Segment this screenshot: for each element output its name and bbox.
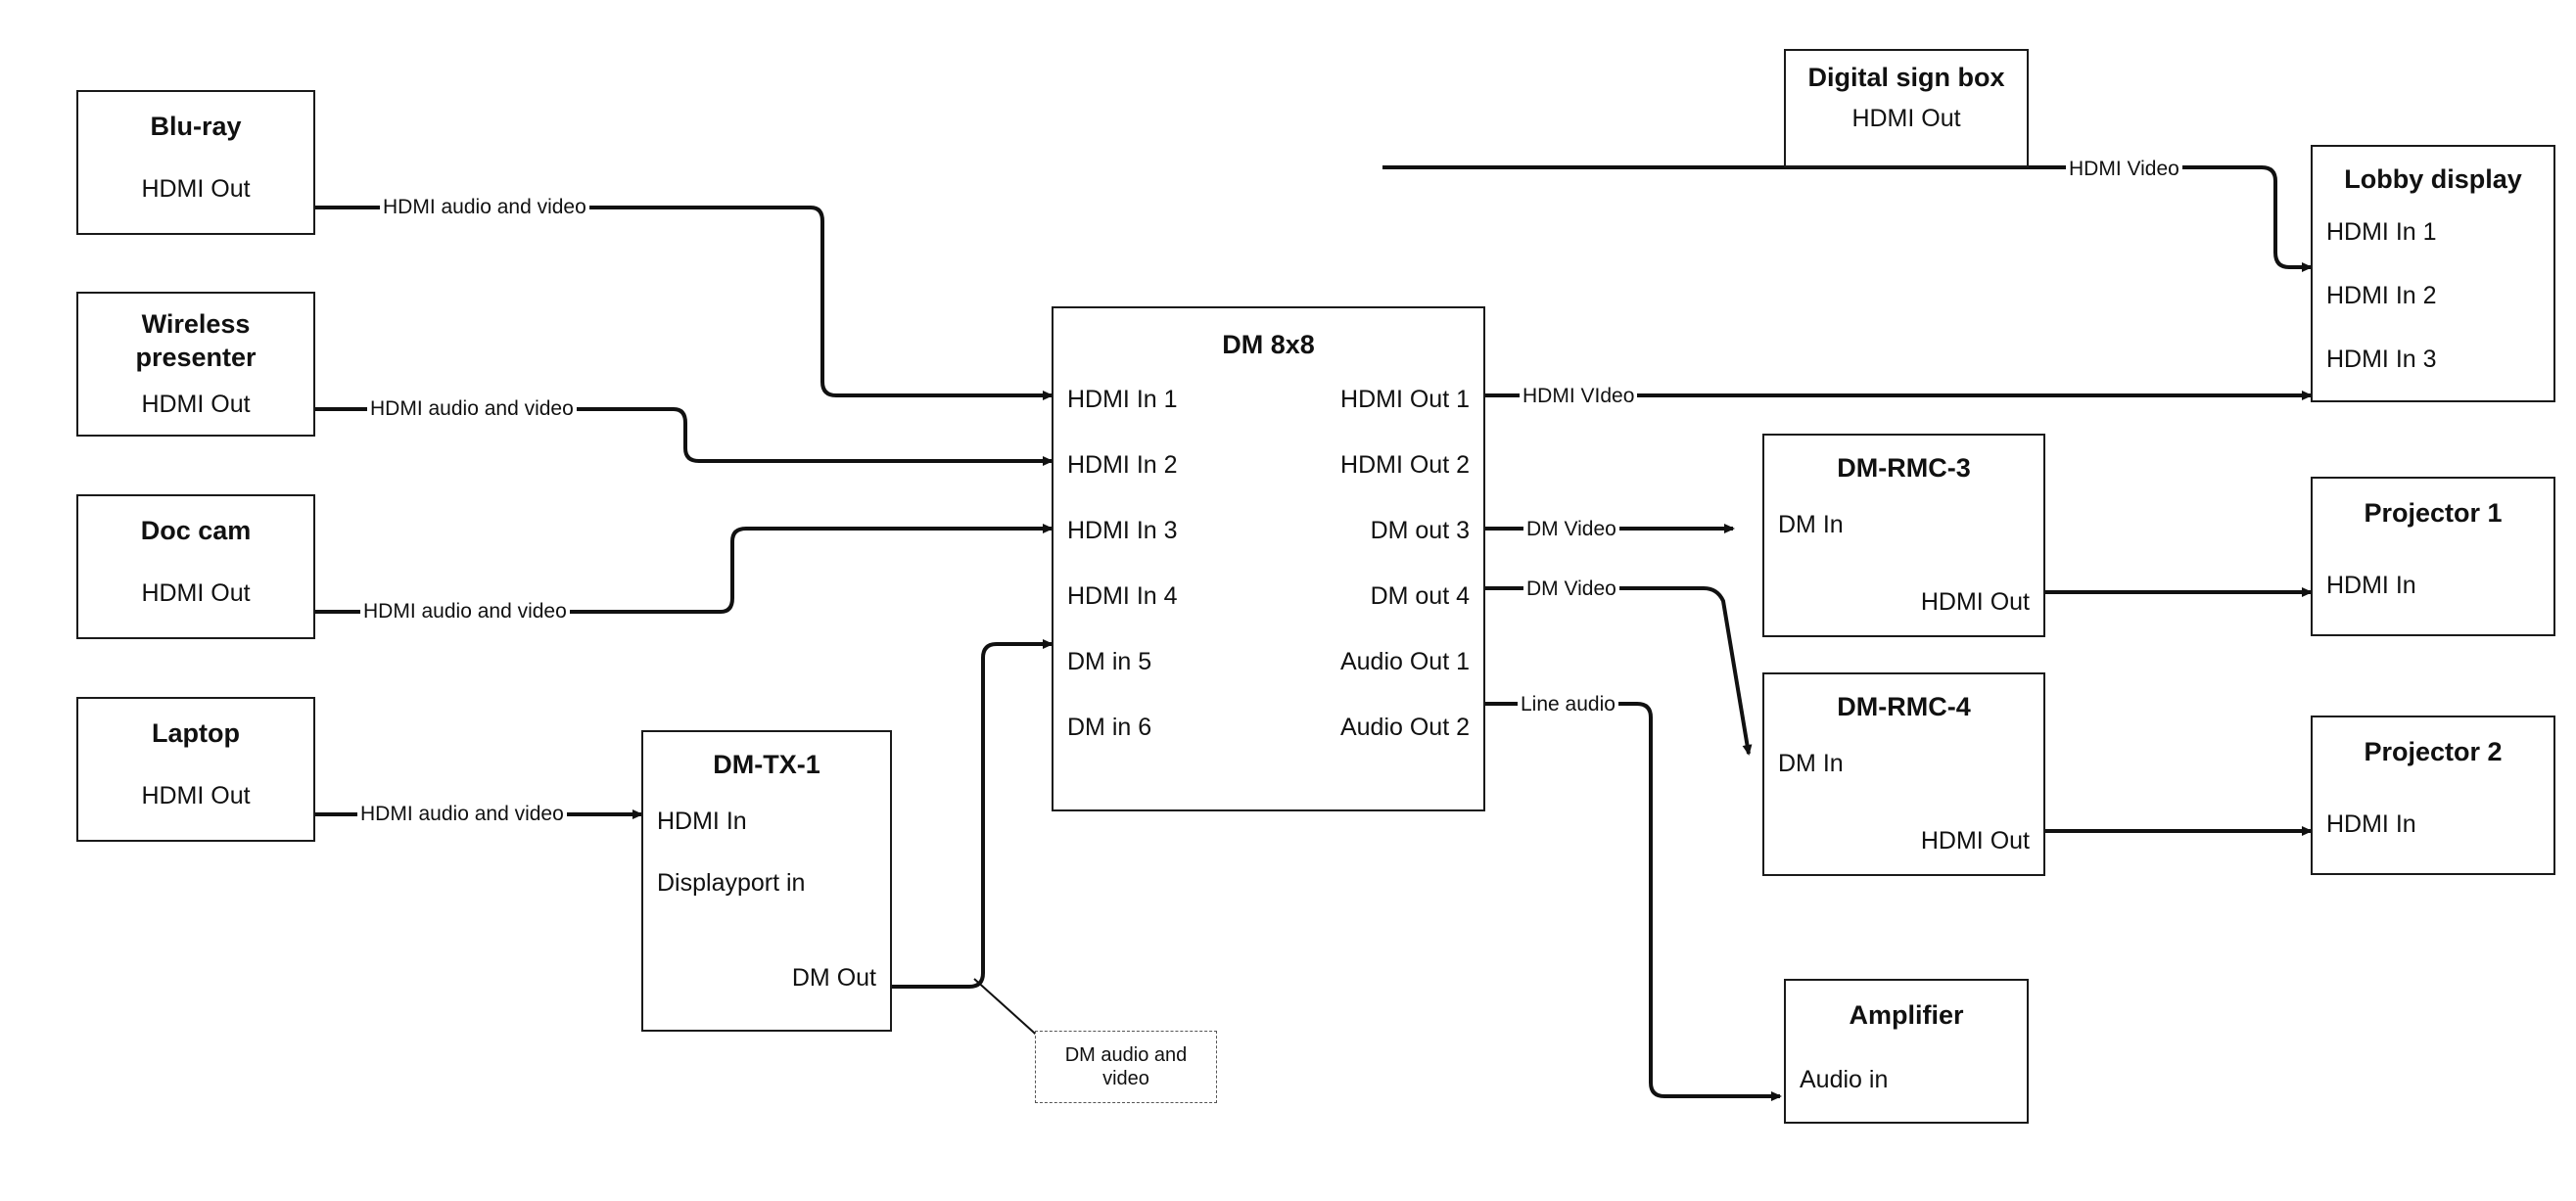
node-title: Amplifier [1849,1000,1964,1030]
node-wireless-presenter[interactable] [76,292,315,437]
port-dm-in-6: DM in 6 [1067,714,1152,741]
node-dm-8x8[interactable] [1052,306,1485,811]
port-hdmi-in: HDMI In [657,808,747,835]
node-lobby-display[interactable] [2311,145,2555,402]
node-dm-rmc-4[interactable] [1762,672,2045,876]
port-audio-out-2: Audio Out 2 [1339,714,1470,741]
port-hdmi-out: HDMI Out [141,175,251,203]
node-title: Projector 1 [2364,498,2503,528]
node-laptop[interactable] [76,697,315,842]
node-bluray[interactable] [76,90,315,235]
port-hdmi-out: HDMI Out [141,579,251,607]
node-title: Laptop [152,718,240,748]
port-hdmi-out: HDMI Out [1851,105,1961,132]
port-hdmi-in-2: HDMI In 2 [1067,451,1178,479]
edge-label-dm-to-rmc4: DM Video [1523,577,1619,601]
node-title: DM-RMC-3 [1837,453,1971,483]
port-hdmi-out: HDMI Out [1920,588,2030,616]
node-digital-sign-box[interactable] [1784,49,2029,167]
node-title: Projector 2 [2364,737,2503,766]
node-title: DM-RMC-4 [1837,692,1971,721]
node-dm-rmc-3[interactable] [1762,434,2045,637]
edge-label-sign-to-lobby: HDMI Video [2066,157,2182,181]
port-dm-out-4: DM out 4 [1370,582,1470,610]
edge-label-doccam-to-dm: HDMI audio and video [360,599,570,624]
edge-label-wireless-to-dm: HDMI audio and video [367,396,577,421]
node-title: DM-TX-1 [713,750,820,779]
port-dm-in: DM In [1778,750,1844,777]
node-title: Digital sign box [1807,63,2005,92]
port-hdmi-in-3: HDMI In 3 [2326,346,2437,373]
node-title: Wireless presenter [135,309,257,372]
port-hdmi-out: HDMI Out [1920,827,2030,855]
node-title: DM 8x8 [1222,330,1315,359]
note-dm-audio-and-video: DM audio and video [1035,1031,1217,1103]
port-dm-in-5: DM in 5 [1067,648,1152,675]
port-hdmi-in-1: HDMI In 1 [2326,218,2437,246]
node-title: Lobby display [2344,164,2522,194]
node-dm-tx-1[interactable] [641,730,892,1032]
port-audio-out-1: Audio Out 1 [1339,648,1470,675]
port-audio-in: Audio in [1800,1066,1889,1093]
port-hdmi-out: HDMI Out [141,391,251,418]
port-hdmi-out-2: HDMI Out 2 [1340,451,1470,479]
port-dm-in: DM In [1778,511,1844,538]
node-doc-cam[interactable] [76,494,315,639]
port-hdmi-in-4: HDMI In 4 [1067,582,1178,610]
edge-label-dm-to-amp: Line audio [1518,692,1618,716]
port-displayport-in: Displayport in [657,869,806,897]
edge-label-dm-to-rmc3: DM Video [1523,517,1619,541]
port-hdmi-in-1: HDMI In 1 [1067,386,1178,413]
edge-label-bluray-to-dm: HDMI audio and video [380,195,589,219]
node-title: Blu-ray [150,112,242,141]
node-title: Doc cam [140,516,252,545]
port-hdmi-out-1: HDMI Out 1 [1340,386,1470,413]
port-hdmi-in-3: HDMI In 3 [1067,517,1178,544]
port-dm-out-3: DM out 3 [1370,517,1470,544]
node-amplifier[interactable] [1784,979,2029,1124]
port-hdmi-in: HDMI In [2326,810,2416,838]
port-hdmi-out: HDMI Out [141,782,251,809]
edge-label-dm-to-lobby: HDMI VIdeo [1520,384,1637,408]
port-hdmi-in: HDMI In [2326,572,2416,599]
node-projector-1[interactable] [2311,477,2555,636]
edge-label-laptop-to-tx: HDMI audio and video [357,802,567,826]
port-hdmi-in-2: HDMI In 2 [2326,282,2437,309]
port-dm-out: DM Out [791,964,876,992]
node-projector-2[interactable] [2311,716,2555,875]
